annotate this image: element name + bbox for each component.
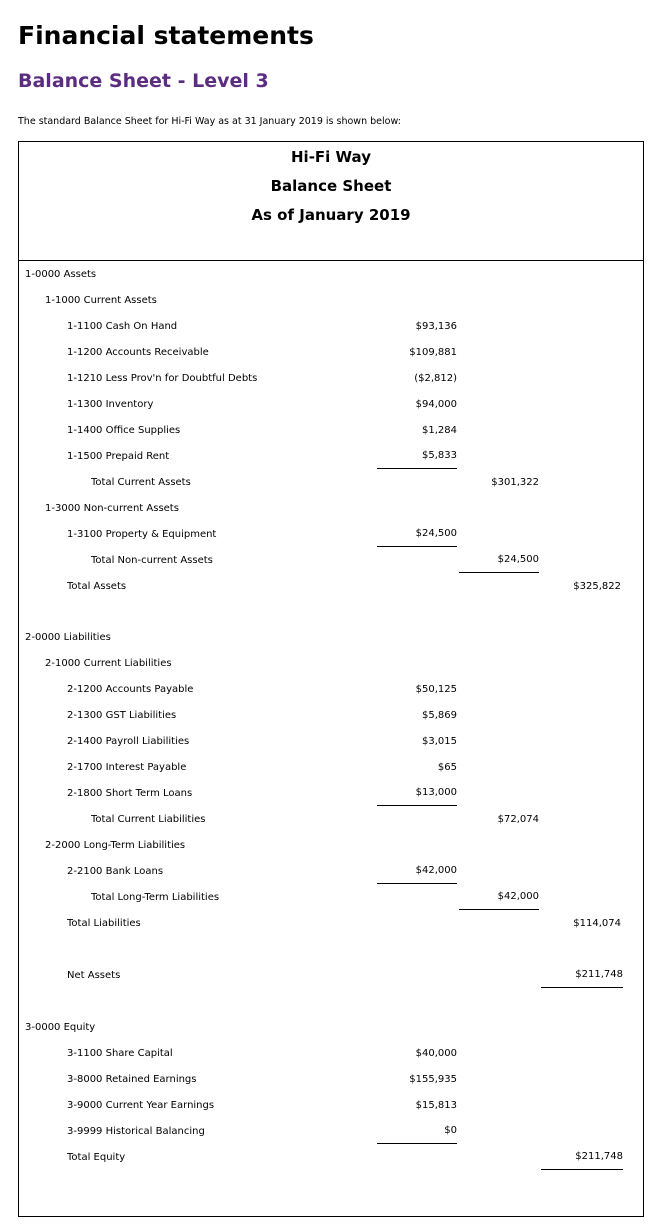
row-label: 3-9000 Current Year Earnings: [67, 1100, 215, 1111]
table-row: [19, 1119, 643, 1145]
table-row: [19, 470, 643, 496]
row-label: 1-1100 Cash On Hand: [67, 321, 178, 332]
row-amount: $42,000: [377, 859, 457, 884]
table-row: [19, 989, 643, 1015]
row-amount: $155,935: [409, 1074, 457, 1085]
table-row: [19, 444, 643, 470]
table-row: [19, 522, 643, 548]
table-row: [19, 392, 643, 418]
row-amount: $93,136: [415, 321, 457, 332]
row-label: Total Liabilities: [67, 918, 141, 929]
table-row: [19, 833, 643, 859]
table-row: [19, 1041, 643, 1067]
row-label: 1-3100 Property & Equipment: [67, 529, 217, 540]
row-label: 3-8000 Retained Earnings: [67, 1074, 197, 1085]
row-amount: $211,748: [541, 1145, 623, 1170]
row-amount: $301,322: [491, 477, 539, 488]
row-label: 1-1500 Prepaid Rent: [67, 451, 170, 462]
row-amount: $72,074: [497, 814, 539, 825]
row-amount: $13,000: [377, 781, 457, 806]
row-amount: $50,125: [415, 684, 457, 695]
table-row: [19, 755, 643, 781]
row-label: 1-1000 Current Assets: [45, 295, 157, 306]
report-rows: [19, 260, 643, 1216]
table-row: [19, 496, 643, 522]
row-amount: $325,822: [573, 581, 621, 592]
company-name: Hi-Fi Way: [291, 148, 371, 166]
row-label: 1-3000 Non-current Assets: [45, 503, 179, 514]
row-label: 2-0000 Liabilities: [25, 632, 111, 643]
table-row: [19, 807, 643, 833]
table-row: [19, 1093, 643, 1119]
balance-sheet-report: [18, 141, 644, 1217]
row-label: 2-1400 Payroll Liabilities: [67, 736, 190, 747]
table-row: [19, 781, 643, 807]
table-row: [19, 651, 643, 677]
table-row: [19, 963, 643, 989]
row-label: Net Assets: [67, 970, 121, 981]
row-label: 3-1100 Share Capital: [67, 1048, 173, 1059]
row-label: 2-1000 Current Liabilities: [45, 658, 172, 669]
row-label: 1-0000 Assets: [25, 269, 97, 280]
row-amount: $15,813: [415, 1100, 457, 1111]
row-amount: $3,015: [422, 736, 457, 747]
row-label: Total Current Assets: [91, 477, 191, 488]
row-amount: $1,284: [422, 425, 457, 436]
row-label: 2-1800 Short Term Loans: [67, 788, 193, 799]
row-label: Total Long-Term Liabilities: [91, 892, 220, 903]
table-row: [19, 625, 643, 651]
report-header: [19, 142, 643, 261]
table-row: [19, 418, 643, 444]
table-row: [19, 314, 643, 340]
table-row: [19, 677, 643, 703]
table-row: [19, 1067, 643, 1093]
row-label: 3-0000 Equity: [25, 1022, 96, 1033]
table-row: [19, 729, 643, 755]
table-row: [19, 262, 643, 288]
row-amount: $5,869: [422, 710, 457, 721]
row-amount: $109,881: [409, 347, 457, 358]
row-label: 2-1300 GST Liabilities: [67, 710, 177, 721]
row-label: Total Equity: [67, 1152, 126, 1163]
row-label: Total Assets: [67, 581, 127, 592]
report-period: As of January 2019: [251, 206, 411, 224]
table-row: [19, 1145, 643, 1171]
row-label: 1-1300 Inventory: [67, 399, 154, 410]
table-row: [19, 937, 643, 963]
table-row: [19, 885, 643, 911]
table-row: [19, 911, 643, 937]
row-amount: $24,500: [459, 548, 539, 573]
table-row: [19, 340, 643, 366]
row-label: Total Non-current Assets: [91, 555, 213, 566]
row-amount: ($2,812): [414, 373, 457, 384]
row-amount: $40,000: [415, 1048, 457, 1059]
table-row: [19, 288, 643, 314]
page-title: Financial statements: [18, 21, 314, 50]
row-amount: $5,833: [377, 444, 457, 469]
report-name: Balance Sheet: [270, 177, 392, 195]
intro-text: The standard Balance Sheet for Hi-Fi Way as at 31 January 2019 is shown below:: [18, 116, 401, 127]
row-amount: $42,000: [459, 885, 539, 910]
row-label: 2-1200 Accounts Payable: [67, 684, 194, 695]
row-label: 1-1210 Less Prov'n for Doubtful Debts: [67, 373, 258, 384]
row-label: 1-1400 Office Supplies: [67, 425, 181, 436]
table-row: [19, 574, 643, 600]
section-title: Balance Sheet - Level 3: [18, 70, 269, 92]
row-label: 1-1200 Accounts Receivable: [67, 347, 209, 358]
table-row: [19, 600, 643, 626]
row-amount: $65: [437, 762, 457, 773]
row-amount: $0: [377, 1119, 457, 1144]
table-row: [19, 366, 643, 392]
row-amount: $114,074: [573, 918, 621, 929]
row-amount: $24,500: [377, 522, 457, 547]
row-amount: $94,000: [415, 399, 457, 410]
row-label: 2-2000 Long-Term Liabilities: [45, 840, 186, 851]
row-label: 2-1700 Interest Payable: [67, 762, 187, 773]
table-row: [19, 1015, 643, 1041]
table-row: [19, 703, 643, 729]
table-row: [19, 859, 643, 885]
row-amount: $211,748: [541, 963, 623, 988]
row-label: 2-2100 Bank Loans: [67, 866, 164, 877]
table-row: [19, 548, 643, 574]
row-label: Total Current Liabilities: [91, 814, 206, 825]
row-label: 3-9999 Historical Balancing: [67, 1126, 205, 1137]
